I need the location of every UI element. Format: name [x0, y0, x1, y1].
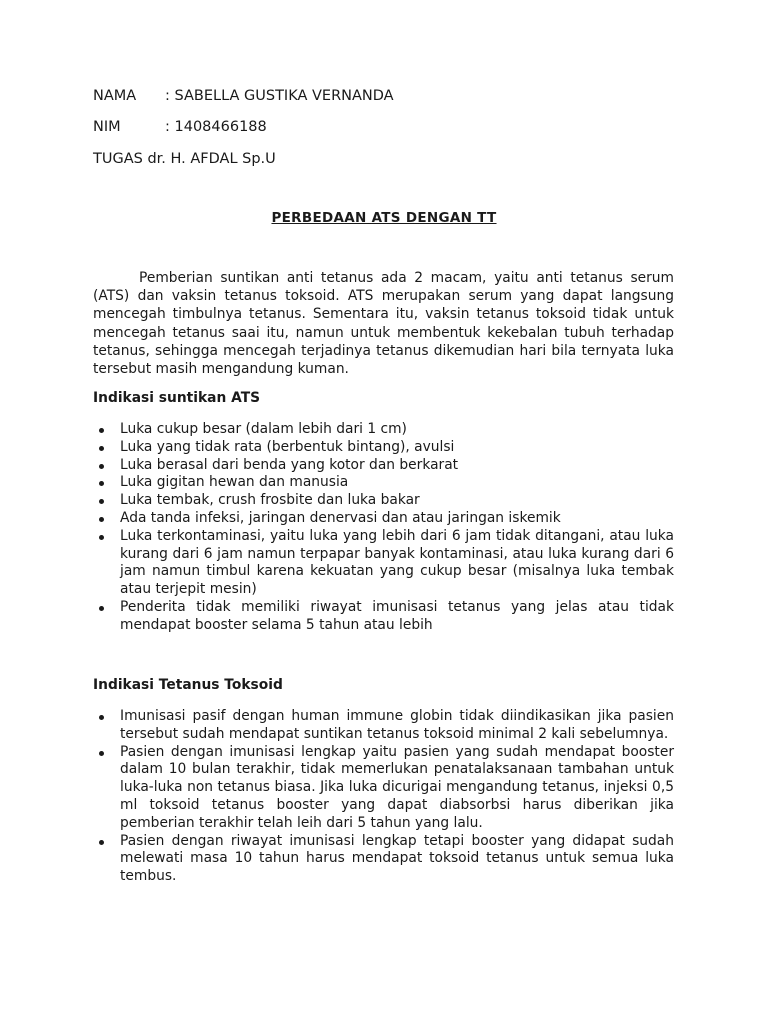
nama-value: : SABELLA GUSTIKA VERNANDA: [165, 88, 394, 104]
list-item: Luka tembak, crush frosbite dan luka bakar: [93, 492, 674, 510]
ats-heading: Indikasi suntikan ATS: [93, 390, 261, 406]
list-item: Luka terkontaminasi, yaitu luka yang lebih dari 6 jam tidak ditangani, atau luka kurang dari 6 jam namun terpapar banyak kontaminasi, atau luka kurang dari 6 jam namun timbul karena kekuatan yang cukup besar (misalnya luka tembak atau terjepit mesin): [93, 528, 674, 599]
page-title: PERBEDAAN ATS DENGAN TT: [271, 210, 497, 226]
bullet-icon: [99, 606, 104, 611]
bullet-icon: [99, 481, 104, 486]
bullet-icon: [99, 499, 104, 504]
tugas-text: TUGAS dr. H. AFDAL Sp.U: [93, 151, 276, 167]
list-item: Penderita tidak memiliki riwayat imunisasi tetanus yang jelas atau tidak mendapat booster selama 5 tahun atau lebih: [93, 599, 674, 635]
header-tugas-row: [93, 149, 276, 169]
list-item: Ada tanda infeksi, jaringan denervasi dan atau jaringan iskemik: [93, 510, 674, 528]
header-nim-row: [93, 117, 267, 137]
bullet-icon: [99, 840, 104, 845]
nim-value: : 1408466188: [165, 119, 267, 135]
list-item: Luka berasal dari benda yang kotor dan berkarat: [93, 457, 674, 475]
bullet-icon: [99, 464, 104, 469]
ats-list: [93, 421, 674, 635]
list-item: Luka cukup besar (dalam lebih dari 1 cm): [93, 421, 674, 439]
list-item: Pasien dengan riwayat imunisasi lengkap tetapi booster yang didapat sudah melewati masa 10 tahun harus mendapat toksoid tetanus untuk semua luka tembus.: [93, 833, 674, 886]
list-item: Pasien dengan imunisasi lengkap yaitu pasien yang sudah mendapat booster dalam 10 bulan terakhir, tidak memerlukan penatalaksanaan tambahan untuk luka-luka non tetanus biasa. Jika luka dicurigai mengandung tetanus, injeksi 0,5 ml toksoid tetanus booster yang dapat diabsorbsi harus diberikan jika pemberian terakhir telah leih dari 5 tahun yang lalu.: [93, 744, 674, 833]
nama-label: NAMA: [93, 88, 137, 104]
list-item: Imunisasi pasif dengan human immune globin tidak diindikasikan jika pasien tersebut sudah mendapat suntikan tetanus toksoid minimal 2 kali sebelumnya.: [93, 708, 674, 744]
bullet-icon: [99, 517, 104, 522]
bullet-icon: [99, 751, 104, 756]
nim-label: NIM: [93, 119, 121, 135]
bullet-icon: [99, 535, 104, 540]
bullet-icon: [99, 446, 104, 451]
header-nama-row: [93, 86, 394, 106]
bullet-icon: [99, 428, 104, 433]
list-item: Luka yang tidak rata (berbentuk bintang), avulsi: [93, 439, 674, 457]
list-item: Luka gigitan hewan dan manusia: [93, 474, 674, 492]
tt-list: [93, 708, 674, 886]
intro-paragraph: Pemberian suntikan anti tetanus ada 2 macam, yaitu anti tetanus serum (ATS) dan vaksin tetanus toksoid. ATS merupakan serum yang dapat langsung mencegah timbulnya tetanus. Sementara itu, vaksin tetanus toksoid tidak untuk mencegah tetanus saai itu, namun untuk membentuk kekebalan tubuh terhadap tetanus, sehingga mencegah terjadinya tetanus dikemudian hari bila ternyata luka tersebut masih mengandung kuman.: [93, 270, 674, 378]
tt-heading: Indikasi Tetanus Toksoid: [93, 677, 283, 693]
bullet-icon: [99, 715, 104, 720]
